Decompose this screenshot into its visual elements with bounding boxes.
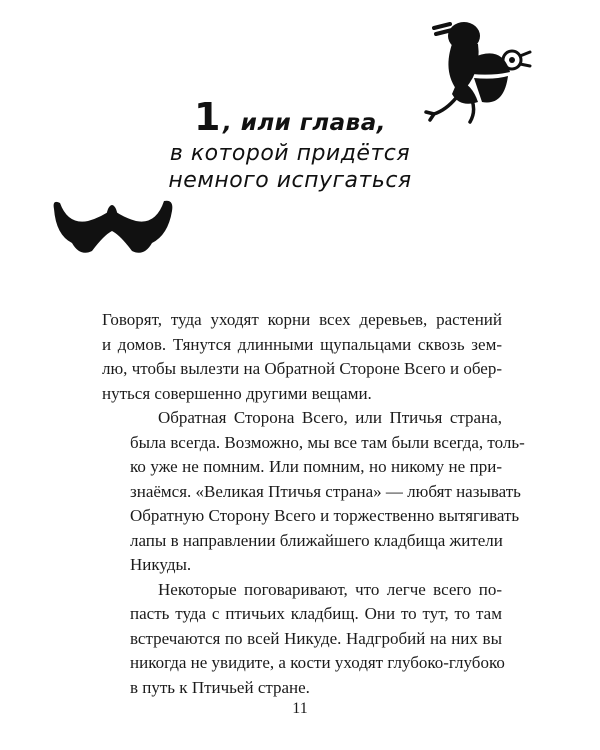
text-line: в путь к Птичьей стране. xyxy=(130,677,310,697)
text-line: Обратную Сторону Всего и торжественно вытягивать xyxy=(130,506,520,525)
text-line: Говорят, туда уходят корни всех деревьев, растений xyxy=(102,310,502,329)
text-line: Некоторые поговаривают, что легче всего по- xyxy=(158,579,502,599)
text-line: Обратная Сторона Всего, или Птичья страна, xyxy=(158,408,502,427)
text-line: ко уже не помним. Или помним, но никому не при- xyxy=(130,457,502,476)
paragraph-2 xyxy=(102,406,525,578)
text-line: никогда не увидите, а кости уходят глубоко-глубоко xyxy=(130,653,505,672)
chapter-heading-line-3: немного испугаться xyxy=(168,168,412,193)
chapter-heading-line-2: в которой придётся xyxy=(169,141,411,166)
chapter-number: 1 xyxy=(194,95,221,139)
text-line: встречаются по всей Никуде. Надгробий на них вы xyxy=(130,628,502,648)
text-line: Никуды. xyxy=(130,555,192,574)
bird-illustration xyxy=(412,14,562,124)
paragraph-1 xyxy=(102,308,502,406)
chapter-heading-line-1-text: , или глава, xyxy=(222,110,386,136)
mustache-illustration xyxy=(48,195,178,265)
text-line: пасть туда с птичьих кладбищ. Они то тут, то там xyxy=(130,604,502,623)
chapter-heading xyxy=(150,95,430,193)
text-line: была всегда. Возможно, мы все там были всегда, толь- xyxy=(130,432,525,452)
text-line: лю, чтобы вылезти на Обратной Стороне Всего и обер- xyxy=(102,359,502,378)
text-line: нуться совершенно другими вещами. xyxy=(102,383,372,403)
text-line: лапы в направлении ближайшего кладбища жители xyxy=(130,530,503,550)
text-line: знаёмся. «Великая Птичья страна» — любят называть xyxy=(130,481,521,501)
page-number: 11 xyxy=(292,700,308,717)
chapter-heading-line-1 xyxy=(150,95,430,139)
text-line: и домов. Тянутся длинными щупальцами сквозь зем- xyxy=(102,334,502,354)
body-text xyxy=(102,308,525,700)
paragraph-3 xyxy=(102,578,505,701)
